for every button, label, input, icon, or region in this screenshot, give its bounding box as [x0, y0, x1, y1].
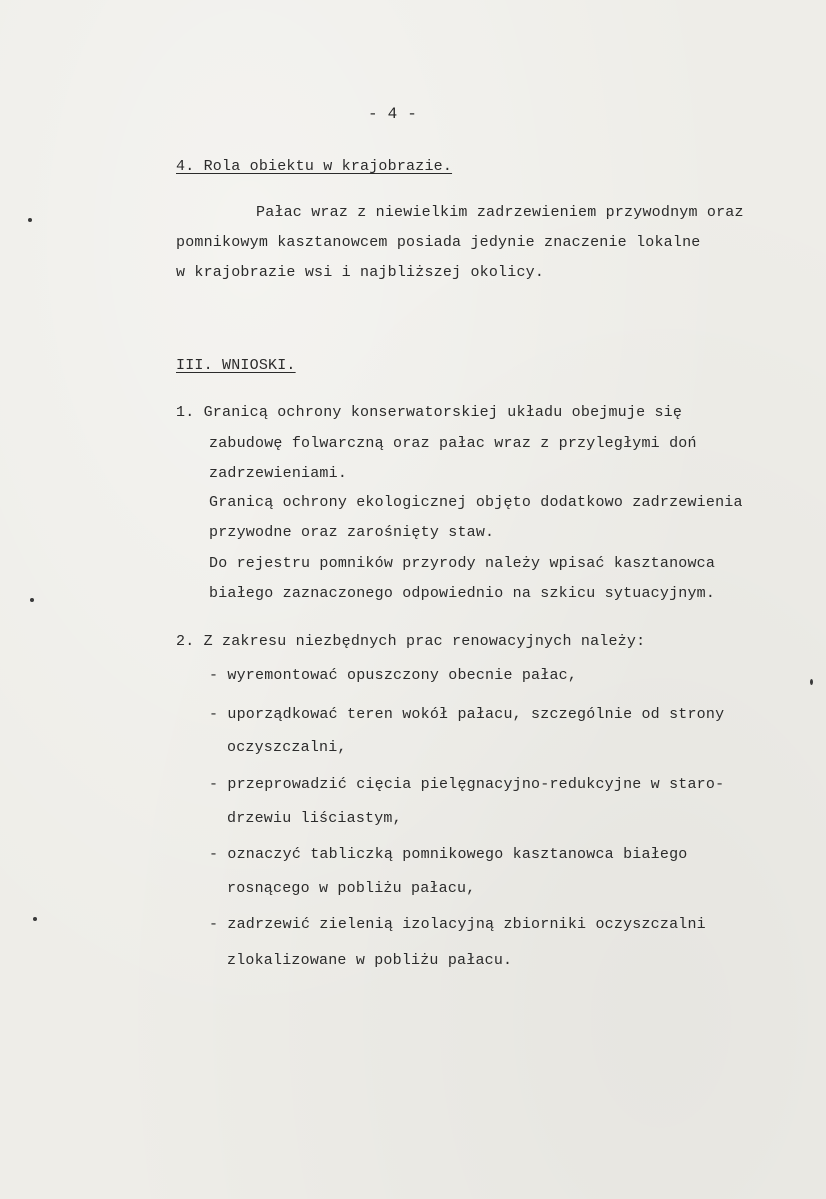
item-2-line: oczyszczalni,: [227, 739, 347, 756]
margin-dot: [28, 218, 32, 222]
section-3-heading: III. WNIOSKI.: [176, 357, 296, 374]
margin-dot: [810, 679, 813, 685]
item-1-line: przywodne oraz zarośnięty staw.: [209, 524, 495, 541]
item-2-line: drzewiu liściastym,: [227, 810, 402, 827]
item-1-line: Do rejestru pomników przyrody należy wpisać kasztanowca: [209, 555, 716, 572]
item-2-line: - zadrzewić zielenią izolacyjną zbiorniki oczyszczalni: [209, 916, 706, 933]
item-1-line: białego zaznaczonego odpowiednio na szkicu sytuacyjnym.: [209, 585, 716, 602]
item-2-line: - uporządkować teren wokół pałacu, szczególnie od strony: [209, 706, 725, 723]
item-1-line: 1. Granicą ochrony konserwatorskiej układu obejmuje się: [176, 404, 683, 421]
page-number: - 4 -: [368, 105, 418, 123]
item-1-line: zadrzewieniami.: [209, 465, 348, 482]
item-2-line: - oznaczyć tabliczką pomnikowego kasztanowca białego: [209, 846, 688, 863]
section-4-heading: 4. Rola obiektu w krajobrazie.: [176, 158, 453, 175]
item-2-line: 2. Z zakresu niezbędnych prac renowacyjnych należy:: [176, 633, 646, 650]
margin-dot: [30, 598, 34, 602]
section-4-line: w krajobrazie wsi i najbliższej okolicy.: [176, 264, 545, 281]
section-4-line: pomnikowym kasztanowcem posiada jedynie znaczenie lokalne: [176, 234, 701, 251]
item-2-line: - wyremontować opuszczony obecnie pałac,: [209, 667, 578, 684]
item-2-line: rosnącego w pobliżu pałacu,: [227, 880, 476, 897]
section-4-line: Pałac wraz z niewielkim zadrzewieniem przywodnym oraz: [256, 204, 744, 221]
item-1-line: Granicą ochrony ekologicznej objęto dodatkowo zadrzewienia: [209, 494, 743, 511]
item-2-line: - przeprowadzić cięcia pielęgnacyjno-redukcyjne w staro-: [209, 776, 725, 793]
item-1-line: zabudowę folwarczną oraz pałac wraz z przyległymi doń: [209, 435, 697, 452]
item-2-line: zlokalizowane w pobliżu pałacu.: [227, 952, 513, 969]
margin-dot: [33, 917, 37, 921]
